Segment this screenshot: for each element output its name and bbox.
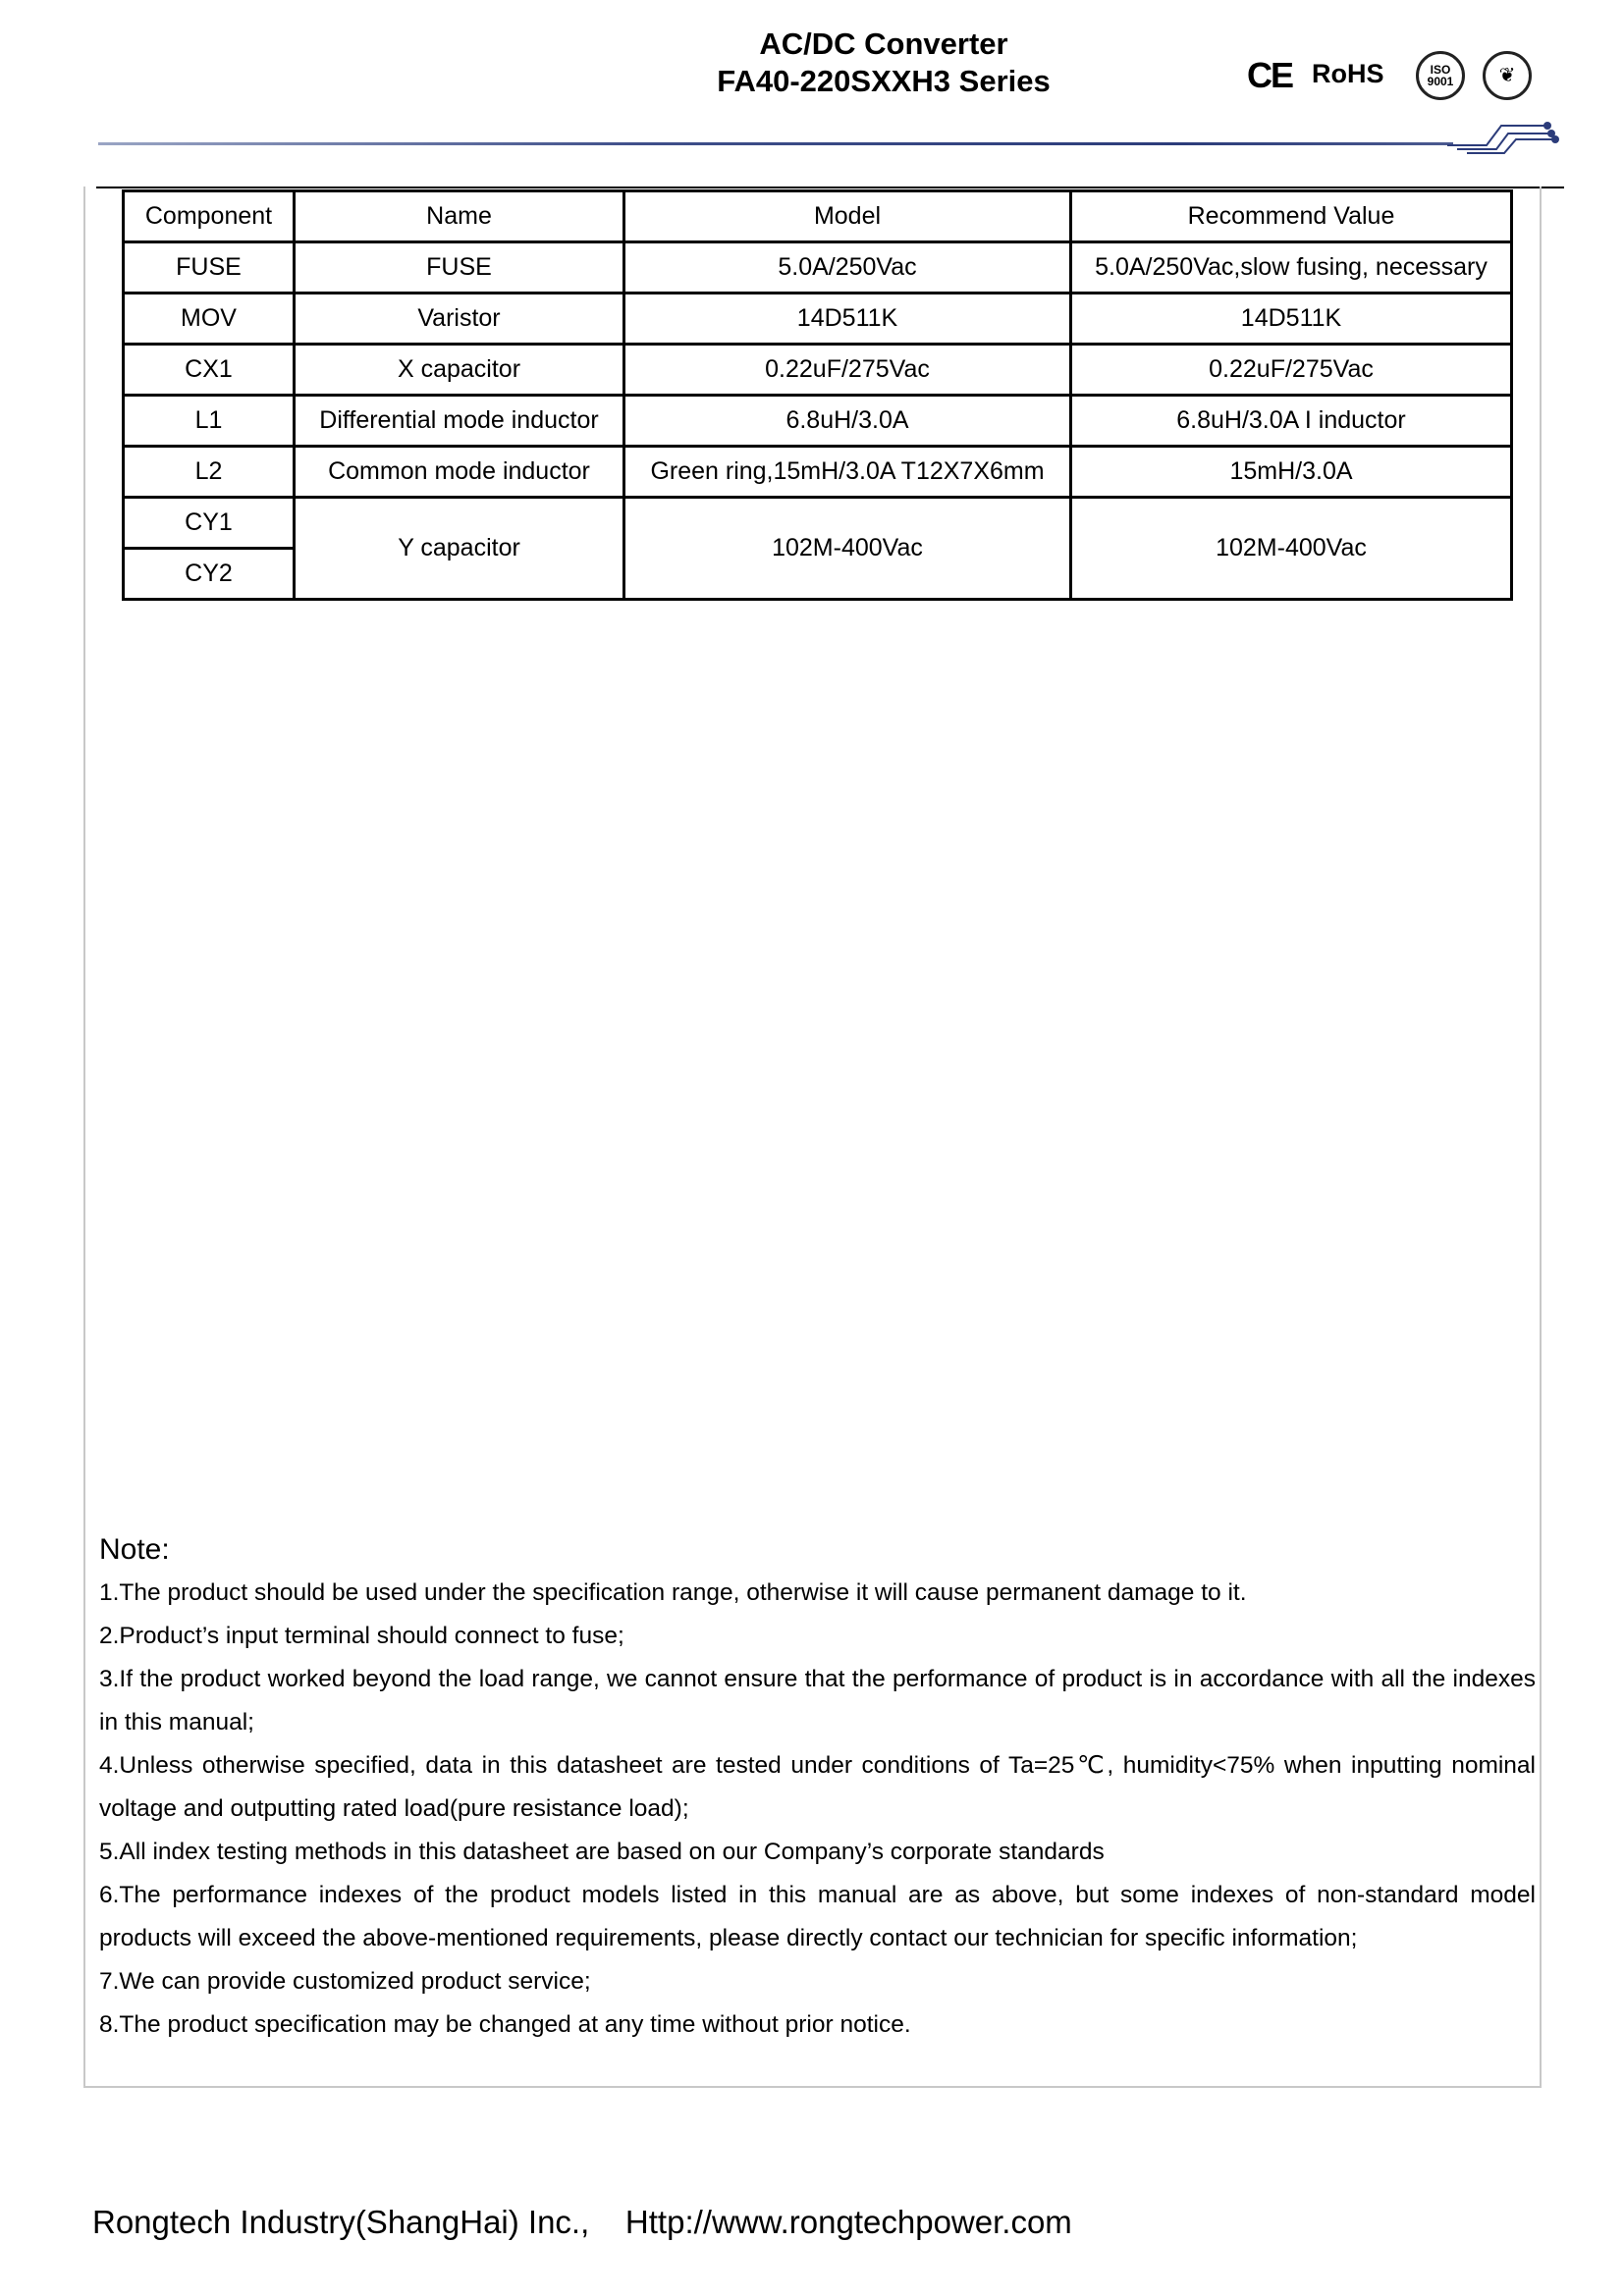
header-cell: Component <box>124 191 295 242</box>
certification-seal-icon: ❦ <box>1483 51 1532 100</box>
table-row <box>124 345 1512 396</box>
table-cell: CY2 <box>124 549 295 600</box>
table-cell: 0.22uF/275Vac <box>1071 345 1512 396</box>
note-item: 3.If the product worked beyond the load range, we cannot ensure that the performance of product is in accordance with all the indexes in this manual; <box>99 1666 1536 1735</box>
notes-title: Note: <box>99 1533 170 1566</box>
table-row <box>124 447 1512 498</box>
header-cell: Name <box>295 191 624 242</box>
note-item: 6.The performance indexes of the product models listed in this manual are as above, but some indexes of non-standard model products will exceed the above-mentioned requirements, please directly contact our technician for specific information; <box>99 1882 1536 1951</box>
document-title: AC/DC Converter <box>759 27 1008 61</box>
table-cell: Differential mode inductor <box>295 396 624 447</box>
note-item: 7.We can provide customized product service; <box>99 1968 591 1995</box>
header-cell: Model <box>624 191 1071 242</box>
table-header-row <box>124 191 1512 242</box>
note-item: 1.The product should be used under the specification range, otherwise it will cause permanent damage to it. <box>99 1579 1247 1606</box>
table-cell: 15mH/3.0A <box>1071 447 1512 498</box>
table-row <box>124 498 1512 549</box>
ce-mark: CE <box>1247 55 1293 95</box>
table-cell: FUSE <box>295 242 624 294</box>
table-cell: L1 <box>124 396 295 447</box>
rohs-mark: RoHS <box>1312 59 1384 88</box>
table-cell: X capacitor <box>295 345 624 396</box>
table-row <box>124 242 1512 294</box>
table-cell: 6.8uH/3.0A I inductor <box>1071 396 1512 447</box>
table-cell: 14D511K <box>1071 294 1512 345</box>
table-cell: L2 <box>124 447 295 498</box>
table-cell: CX1 <box>124 345 295 396</box>
table-cell: Common mode inductor <box>295 447 624 498</box>
footer-company: Rongtech Industry(ShangHai) Inc., Http://www.rongtechpower.com <box>92 2204 1072 2240</box>
table-cell: Green ring,15mH/3.0A T12X7X6mm <box>624 447 1071 498</box>
note-item: 4.Unless otherwise specified, data in this datasheet are tested under conditions of Ta=25℃, humidity<75% when inputting nominal voltage and outputting rated load(pure resistance load); <box>99 1752 1536 1822</box>
table-cell: 5.0A/250Vac,slow fusing, necessary <box>1071 242 1512 294</box>
document-subtitle: FA40-220SXXH3 Series <box>717 64 1051 98</box>
table-cell: Varistor <box>295 294 624 345</box>
notes-section <box>99 1528 1536 2047</box>
table-cell: CY1 <box>124 498 295 549</box>
table-cell: Y capacitor <box>295 498 624 600</box>
table-cell: 5.0A/250Vac <box>624 242 1071 294</box>
header-cell: Recommend Value <box>1071 191 1512 242</box>
table-cell: 102M-400Vac <box>1071 498 1512 600</box>
table-cell: FUSE <box>124 242 295 294</box>
header-divider <box>98 142 1453 145</box>
table-row <box>124 396 1512 447</box>
note-item: 2.Product’s input terminal should connect to fuse; <box>99 1623 624 1649</box>
iso-seal-icon: ISO 9001 <box>1416 51 1465 100</box>
table-row <box>124 294 1512 345</box>
table-cell: 0.22uF/275Vac <box>624 345 1071 396</box>
table-cell: 14D511K <box>624 294 1071 345</box>
table-cell: 102M-400Vac <box>624 498 1071 600</box>
circuit-trace-icon <box>1447 116 1565 155</box>
table-cell: MOV <box>124 294 295 345</box>
note-item: 8.The product specification may be changed at any time without prior notice. <box>99 2011 911 2038</box>
table-cell: 6.8uH/3.0A <box>624 396 1071 447</box>
note-item: 5.All index testing methods in this datasheet are based on our Company’s corporate standards <box>99 1839 1105 1865</box>
component-table <box>122 189 1513 601</box>
